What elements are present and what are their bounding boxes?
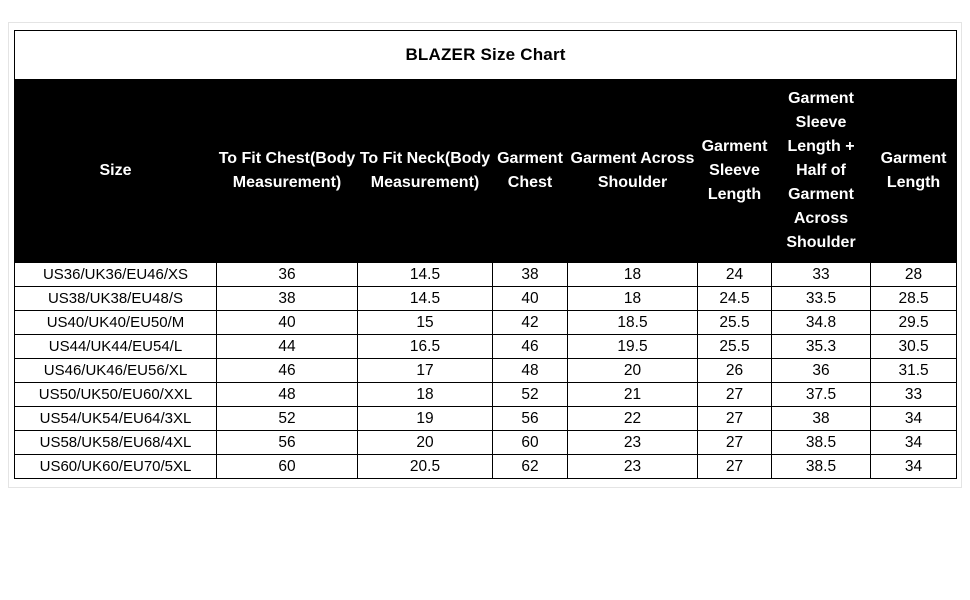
table-row — [15, 311, 957, 335]
cell-size: US38/UK38/EU48/S — [15, 287, 217, 311]
column-header-to-fit-chest: To Fit Chest(Body Measurement) — [217, 80, 358, 263]
cell-garment-sleeve-length: 27 — [698, 383, 772, 407]
cell-sleeve-plus-half-shoulder: 35.3 — [772, 335, 871, 359]
cell-garment-sleeve-length: 27 — [698, 431, 772, 455]
cell-garment-length: 34 — [871, 407, 957, 431]
cell-garment-sleeve-length: 25.5 — [698, 311, 772, 335]
cell-garment-across-shoulder: 19.5 — [568, 335, 698, 359]
cell-sleeve-plus-half-shoulder: 38 — [772, 407, 871, 431]
column-header-sleeve-plus-half-shoulder: Garment Sleeve Length + Half of Garment Across Shoulder — [772, 80, 871, 263]
table-row — [15, 383, 957, 407]
cell-garment-length: 31.5 — [871, 359, 957, 383]
cell-to-fit-neck: 17 — [358, 359, 493, 383]
cell-garment-length: 30.5 — [871, 335, 957, 359]
cell-size: US40/UK40/EU50/M — [15, 311, 217, 335]
cell-garment-length: 29.5 — [871, 311, 957, 335]
cell-to-fit-chest: 52 — [217, 407, 358, 431]
cell-size: US44/UK44/EU54/L — [15, 335, 217, 359]
cell-to-fit-neck: 18 — [358, 383, 493, 407]
chart-title: BLAZER Size Chart — [15, 31, 957, 80]
cell-to-fit-neck: 19 — [358, 407, 493, 431]
table-row — [15, 455, 957, 479]
cell-garment-chest: 60 — [493, 431, 568, 455]
cell-to-fit-chest: 38 — [217, 287, 358, 311]
cell-garment-chest: 52 — [493, 383, 568, 407]
cell-garment-length: 28.5 — [871, 287, 957, 311]
cell-garment-length: 34 — [871, 455, 957, 479]
cell-to-fit-chest: 46 — [217, 359, 358, 383]
column-header-garment-chest: Garment Chest — [493, 80, 568, 263]
cell-garment-sleeve-length: 24 — [698, 263, 772, 287]
cell-garment-sleeve-length: 27 — [698, 407, 772, 431]
cell-to-fit-neck: 16.5 — [358, 335, 493, 359]
cell-garment-across-shoulder: 18.5 — [568, 311, 698, 335]
table-row — [15, 335, 957, 359]
cell-garment-sleeve-length: 26 — [698, 359, 772, 383]
title-row — [15, 31, 957, 80]
cell-sleeve-plus-half-shoulder: 34.8 — [772, 311, 871, 335]
cell-garment-across-shoulder: 21 — [568, 383, 698, 407]
table-row — [15, 287, 957, 311]
cell-garment-sleeve-length: 24.5 — [698, 287, 772, 311]
cell-garment-across-shoulder: 23 — [568, 431, 698, 455]
cell-garment-across-shoulder: 23 — [568, 455, 698, 479]
cell-garment-across-shoulder: 18 — [568, 263, 698, 287]
cell-garment-across-shoulder: 18 — [568, 287, 698, 311]
cell-sleeve-plus-half-shoulder: 33 — [772, 263, 871, 287]
cell-to-fit-chest: 56 — [217, 431, 358, 455]
cell-sleeve-plus-half-shoulder: 38.5 — [772, 431, 871, 455]
cell-sleeve-plus-half-shoulder: 33.5 — [772, 287, 871, 311]
cell-size: US58/UK58/EU68/4XL — [15, 431, 217, 455]
column-header-garment-sleeve-length: Garment Sleeve Length — [698, 80, 772, 263]
cell-garment-chest: 40 — [493, 287, 568, 311]
cell-size: US46/UK46/EU56/XL — [15, 359, 217, 383]
cell-sleeve-plus-half-shoulder: 36 — [772, 359, 871, 383]
cell-size: US54/UK54/EU64/3XL — [15, 407, 217, 431]
cell-to-fit-chest: 44 — [217, 335, 358, 359]
table-row — [15, 359, 957, 383]
cell-to-fit-neck: 14.5 — [358, 287, 493, 311]
table-row — [15, 431, 957, 455]
column-header-garment-across-shoulder: Garment Across Shoulder — [568, 80, 698, 263]
cell-sleeve-plus-half-shoulder: 38.5 — [772, 455, 871, 479]
cell-garment-sleeve-length: 27 — [698, 455, 772, 479]
cell-size: US36/UK36/EU46/XS — [15, 263, 217, 287]
table-body — [15, 263, 957, 479]
column-header-size: Size — [15, 80, 217, 263]
cell-to-fit-neck: 20.5 — [358, 455, 493, 479]
cell-garment-chest: 42 — [493, 311, 568, 335]
column-header-garment-length: Garment Length — [871, 80, 957, 263]
cell-garment-length: 34 — [871, 431, 957, 455]
cell-garment-across-shoulder: 20 — [568, 359, 698, 383]
cell-to-fit-chest: 40 — [217, 311, 358, 335]
cell-sleeve-plus-half-shoulder: 37.5 — [772, 383, 871, 407]
cell-garment-chest: 38 — [493, 263, 568, 287]
cell-size: US60/UK60/EU70/5XL — [15, 455, 217, 479]
table-row — [15, 263, 957, 287]
cell-garment-length: 33 — [871, 383, 957, 407]
cell-to-fit-chest: 36 — [217, 263, 358, 287]
blazer-size-chart-table — [14, 30, 957, 479]
column-header-to-fit-neck: To Fit Neck(Body Measurement) — [358, 80, 493, 263]
cell-garment-across-shoulder: 22 — [568, 407, 698, 431]
cell-to-fit-neck: 14.5 — [358, 263, 493, 287]
cell-to-fit-neck: 20 — [358, 431, 493, 455]
cell-garment-chest: 62 — [493, 455, 568, 479]
cell-to-fit-chest: 60 — [217, 455, 358, 479]
cell-garment-chest: 48 — [493, 359, 568, 383]
cell-to-fit-neck: 15 — [358, 311, 493, 335]
header-row — [15, 80, 957, 263]
cell-to-fit-chest: 48 — [217, 383, 358, 407]
cell-garment-chest: 46 — [493, 335, 568, 359]
table-row — [15, 407, 957, 431]
cell-garment-length: 28 — [871, 263, 957, 287]
cell-size: US50/UK50/EU60/XXL — [15, 383, 217, 407]
cell-garment-sleeve-length: 25.5 — [698, 335, 772, 359]
cell-garment-chest: 56 — [493, 407, 568, 431]
